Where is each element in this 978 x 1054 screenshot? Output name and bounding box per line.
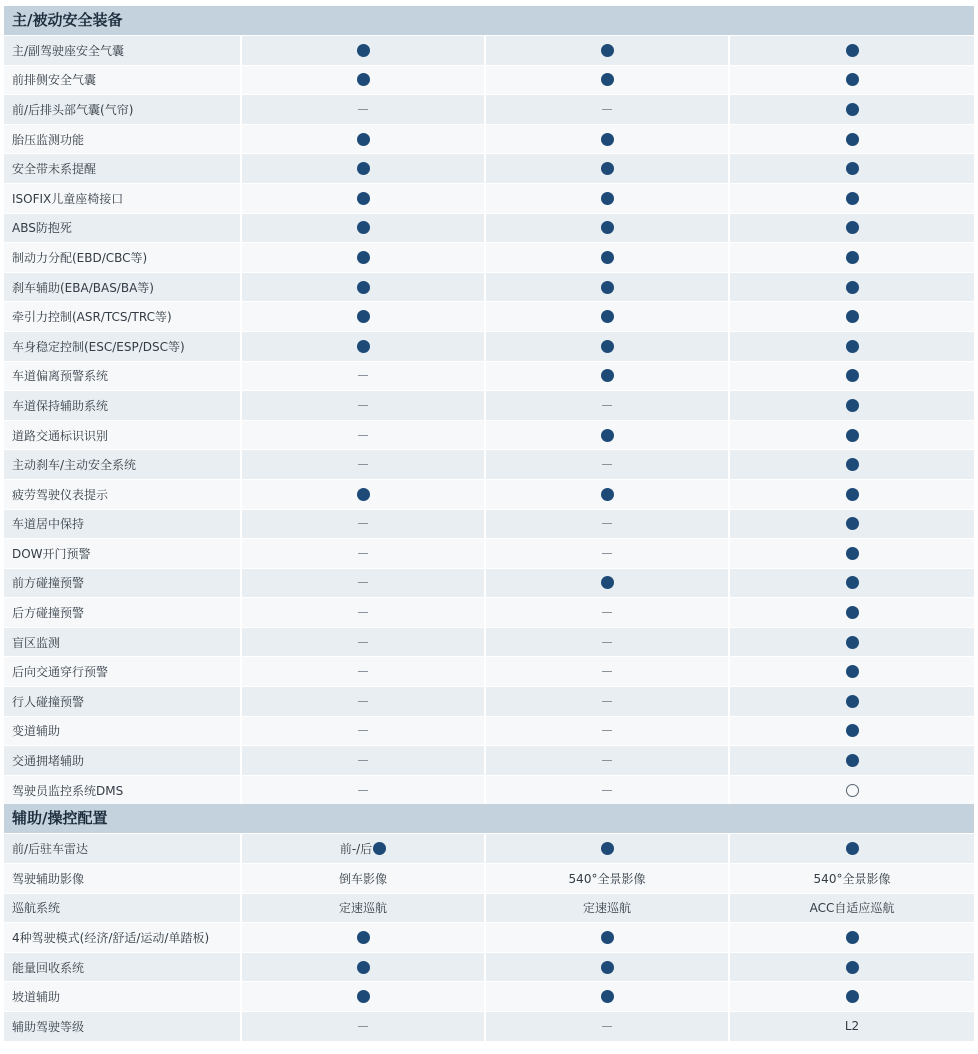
value-cell: [240, 362, 484, 391]
value-cell: [728, 125, 974, 154]
value-cell: [240, 628, 484, 657]
table-row: [4, 213, 974, 243]
table-body: [4, 6, 974, 1041]
not-available-dash-icon: [358, 1026, 368, 1027]
section-header: 辅助/操控配置: [4, 804, 974, 833]
feature-label: 辅助驾驶等级: [4, 1012, 240, 1041]
not-available-dash-icon: [602, 642, 612, 643]
feature-label: 主/副驾驶座安全气囊: [4, 36, 240, 65]
not-available-dash-icon: [602, 701, 612, 702]
not-available-dash-icon: [602, 612, 612, 613]
standard-dot-icon: [357, 310, 370, 323]
value-cell: [728, 480, 974, 509]
feature-label: 牵引力控制(ASR/TCS/TRC等): [4, 302, 240, 331]
value-cell: [484, 302, 728, 331]
value-text: 前-/后: [339, 842, 373, 857]
value-cell: [240, 36, 484, 65]
table-row: [4, 981, 974, 1011]
standard-dot-icon: [601, 162, 614, 175]
value-cell: [484, 569, 728, 598]
value-cell: [728, 569, 974, 598]
value-cell: [240, 391, 484, 420]
value-cell: [484, 154, 728, 183]
feature-label: 巡航系统: [4, 894, 240, 923]
feature-label: 安全带未系提醒: [4, 154, 240, 183]
value-cell: [728, 362, 974, 391]
value-cell: [728, 894, 974, 923]
not-available-dash-icon: [602, 464, 612, 465]
value-cell: [728, 864, 974, 893]
standard-dot-icon: [357, 281, 370, 294]
standard-dot-icon: [846, 281, 859, 294]
not-available-dash-icon: [358, 582, 368, 583]
standard-dot-icon: [846, 133, 859, 146]
not-available-dash-icon: [358, 701, 368, 702]
not-available-dash-icon: [602, 523, 612, 524]
value-cell: [240, 776, 484, 805]
standard-dot-icon: [846, 488, 859, 501]
value-cell: [484, 36, 728, 65]
standard-dot-icon: [601, 429, 614, 442]
table-row: [4, 124, 974, 154]
value-cell: [240, 982, 484, 1011]
value-cell: [484, 834, 728, 863]
standard-dot-icon: [846, 724, 859, 737]
spec-table: [4, 0, 974, 1041]
value-cell: [728, 302, 974, 331]
table-row: [4, 509, 974, 539]
standard-dot-icon: [357, 488, 370, 501]
not-available-dash-icon: [358, 790, 368, 791]
not-available-dash-icon: [602, 730, 612, 731]
feature-label: 前/后排头部气囊(气帘): [4, 95, 240, 124]
value-cell: [240, 66, 484, 95]
value-cell: [240, 273, 484, 302]
feature-label: DOW开门预警: [4, 539, 240, 568]
value-cell: [484, 450, 728, 479]
standard-dot-icon: [846, 842, 859, 855]
value-cell: [240, 1012, 484, 1041]
feature-label: 刹车辅助(EBA/BAS/BA等): [4, 273, 240, 302]
not-available-dash-icon: [358, 375, 368, 376]
value-cell: [728, 66, 974, 95]
standard-dot-icon: [357, 340, 370, 353]
feature-label: 盲区监测: [4, 628, 240, 657]
standard-dot-icon: [846, 665, 859, 678]
value-cell: [484, 539, 728, 568]
value-cell: [728, 391, 974, 420]
feature-label: 前排侧安全气囊: [4, 66, 240, 95]
value-cell: [728, 687, 974, 716]
value-cell: [728, 36, 974, 65]
value-cell: [240, 953, 484, 982]
feature-label: 能量回收系统: [4, 953, 240, 982]
value-cell: [240, 834, 484, 863]
feature-label: 交通拥堵辅助: [4, 746, 240, 775]
not-available-dash-icon: [358, 523, 368, 524]
standard-dot-icon: [601, 44, 614, 57]
standard-dot-icon: [357, 251, 370, 264]
not-available-dash-icon: [358, 760, 368, 761]
value-cell: [728, 450, 974, 479]
value-cell: [484, 184, 728, 213]
value-cell: [240, 746, 484, 775]
standard-dot-icon: [846, 606, 859, 619]
feature-label: 坡道辅助: [4, 982, 240, 1011]
value-cell: [484, 628, 728, 657]
standard-dot-icon: [601, 369, 614, 382]
value-cell: [484, 953, 728, 982]
standard-dot-icon: [846, 310, 859, 323]
value-cell: [484, 746, 728, 775]
table-row: [4, 922, 974, 952]
standard-dot-icon: [846, 340, 859, 353]
value-cell: [240, 687, 484, 716]
value-cell: [240, 923, 484, 952]
table-row: [4, 301, 974, 331]
feature-label: 4种驾驶模式(经济/舒适/运动/单踏板): [4, 923, 240, 952]
standard-dot-icon: [846, 547, 859, 560]
feature-label: 车道保持辅助系统: [4, 391, 240, 420]
value-text: 定速巡航: [582, 901, 631, 916]
value-cell: [484, 125, 728, 154]
feature-label: 道路交通标识识别: [4, 421, 240, 450]
value-text: 倒车影像: [338, 871, 387, 886]
value-text: 540°全景影像: [568, 871, 646, 886]
section-rows: [4, 833, 974, 1040]
not-available-dash-icon: [602, 405, 612, 406]
table-row: [4, 183, 974, 213]
feature-label: 主动刹车/主动安全系统: [4, 450, 240, 479]
standard-dot-icon: [846, 369, 859, 382]
value-cell: [728, 243, 974, 272]
feature-label: 后向交通穿行预警: [4, 657, 240, 686]
not-available-dash-icon: [358, 405, 368, 406]
value-cell: [484, 480, 728, 509]
standard-dot-icon: [846, 399, 859, 412]
value-cell: [240, 717, 484, 746]
value-cell: [728, 923, 974, 952]
value-cell: [484, 421, 728, 450]
value-cell: [240, 657, 484, 686]
value-cell: [484, 923, 728, 952]
table-row: [4, 361, 974, 391]
table-row: [4, 863, 974, 893]
standard-dot-icon: [601, 990, 614, 1003]
value-cell: [240, 864, 484, 893]
value-cell: [484, 214, 728, 243]
value-cell: [240, 894, 484, 923]
table-row: [4, 65, 974, 95]
value-cell: [240, 569, 484, 598]
not-available-dash-icon: [358, 109, 368, 110]
section-rows: [4, 35, 974, 804]
table-row: [4, 331, 974, 361]
standard-dot-icon: [846, 429, 859, 442]
value-cell: [484, 332, 728, 361]
value-cell: [240, 332, 484, 361]
value-cell: [240, 214, 484, 243]
not-available-dash-icon: [358, 671, 368, 672]
value-cell: [484, 894, 728, 923]
standard-dot-icon: [601, 192, 614, 205]
value-cell: [240, 480, 484, 509]
standard-dot-icon: [601, 251, 614, 264]
not-available-dash-icon: [602, 671, 612, 672]
feature-label: 车道偏离预警系统: [4, 362, 240, 391]
standard-dot-icon: [601, 281, 614, 294]
table-row: [4, 538, 974, 568]
value-cell: [484, 243, 728, 272]
table-row: [4, 479, 974, 509]
table-row: [4, 153, 974, 183]
standard-dot-icon: [357, 73, 370, 86]
value-cell: [484, 95, 728, 124]
value-cell: [484, 391, 728, 420]
standard-dot-icon: [357, 931, 370, 944]
value-cell: [484, 273, 728, 302]
value-cell: [484, 717, 728, 746]
value-cell: [240, 598, 484, 627]
value-cell: [728, 776, 974, 805]
value-cell: [728, 982, 974, 1011]
not-available-dash-icon: [602, 1026, 612, 1027]
standard-dot-icon: [846, 695, 859, 708]
value-cell: [240, 450, 484, 479]
value-cell: [728, 214, 974, 243]
standard-dot-icon: [846, 576, 859, 589]
value-cell: [728, 628, 974, 657]
feature-label: 前/后驻车雷达: [4, 834, 240, 863]
table-row: [4, 952, 974, 982]
value-with-dot: [340, 840, 386, 857]
value-cell: [240, 510, 484, 539]
standard-dot-icon: [357, 162, 370, 175]
feature-label: 车道居中保持: [4, 510, 240, 539]
value-cell: [484, 982, 728, 1011]
standard-dot-icon: [601, 488, 614, 501]
value-cell: [484, 776, 728, 805]
value-cell: [728, 1012, 974, 1041]
value-cell: [728, 510, 974, 539]
value-cell: [728, 273, 974, 302]
standard-dot-icon: [357, 192, 370, 205]
feature-label: 变道辅助: [4, 717, 240, 746]
value-cell: [240, 184, 484, 213]
table-row: [4, 272, 974, 302]
optional-circle-icon: [846, 784, 859, 797]
not-available-dash-icon: [358, 642, 368, 643]
value-cell: [728, 953, 974, 982]
standard-dot-icon: [601, 340, 614, 353]
feature-label: 制动力分配(EBD/CBC等): [4, 243, 240, 272]
table-row: [4, 627, 974, 657]
standard-dot-icon: [846, 192, 859, 205]
value-cell: [240, 154, 484, 183]
standard-dot-icon: [601, 931, 614, 944]
standard-dot-icon: [846, 44, 859, 57]
value-cell: [728, 332, 974, 361]
standard-dot-icon: [357, 44, 370, 57]
value-cell: [728, 95, 974, 124]
standard-dot-icon: [601, 310, 614, 323]
standard-dot-icon: [357, 221, 370, 234]
standard-dot-icon: [601, 133, 614, 146]
table-row: [4, 449, 974, 479]
table-row: [4, 656, 974, 686]
table-row: [4, 1011, 974, 1041]
standard-dot-icon: [846, 636, 859, 649]
feature-label: ISOFIX儿童座椅接口: [4, 184, 240, 213]
feature-label: 疲劳驾驶仪表提示: [4, 480, 240, 509]
value-cell: [728, 746, 974, 775]
value-text: L2: [844, 1019, 860, 1034]
value-cell: [484, 864, 728, 893]
table-row: [4, 775, 974, 805]
table-row: [4, 716, 974, 746]
value-cell: [728, 834, 974, 863]
standard-dot-icon: [846, 221, 859, 234]
value-text: 540°全景影像: [813, 871, 891, 886]
value-cell: [484, 1012, 728, 1041]
standard-dot-icon: [601, 73, 614, 86]
value-cell: [484, 362, 728, 391]
value-text: ACC自适应巡航: [809, 901, 895, 916]
standard-dot-icon: [601, 842, 614, 855]
value-cell: [728, 598, 974, 627]
table-row: [4, 35, 974, 65]
value-cell: [240, 125, 484, 154]
value-cell: [484, 687, 728, 716]
value-cell: [240, 302, 484, 331]
value-text: 定速巡航: [338, 901, 387, 916]
table-row: [4, 597, 974, 627]
standard-dot-icon: [846, 458, 859, 471]
not-available-dash-icon: [358, 464, 368, 465]
standard-dot-icon: [846, 103, 859, 116]
value-cell: [728, 184, 974, 213]
value-cell: [484, 66, 728, 95]
standard-dot-icon: [846, 251, 859, 264]
standard-dot-icon: [357, 990, 370, 1003]
standard-dot-icon: [601, 961, 614, 974]
standard-dot-icon: [357, 133, 370, 146]
value-cell: [484, 657, 728, 686]
value-cell: [240, 95, 484, 124]
not-available-dash-icon: [358, 612, 368, 613]
not-available-dash-icon: [358, 553, 368, 554]
standard-dot-icon: [846, 73, 859, 86]
feature-label: 后方碰撞预警: [4, 598, 240, 627]
table-row: [4, 568, 974, 598]
standard-dot-icon: [846, 961, 859, 974]
table-row: [4, 390, 974, 420]
section-header: 主/被动安全装备: [4, 6, 974, 35]
value-cell: [484, 598, 728, 627]
table-row: [4, 833, 974, 863]
value-cell: [240, 539, 484, 568]
standard-dot-icon: [846, 990, 859, 1003]
table-row: [4, 893, 974, 923]
feature-label: ABS防抱死: [4, 214, 240, 243]
feature-label: 胎压监测功能: [4, 125, 240, 154]
standard-dot-icon: [846, 931, 859, 944]
table-row: [4, 745, 974, 775]
table-row: [4, 94, 974, 124]
feature-label: 车身稳定控制(ESC/ESP/DSC等): [4, 332, 240, 361]
value-cell: [484, 510, 728, 539]
standard-dot-icon: [373, 842, 386, 855]
table-row: [4, 242, 974, 272]
feature-label: 驾驶辅助影像: [4, 864, 240, 893]
not-available-dash-icon: [602, 790, 612, 791]
not-available-dash-icon: [358, 435, 368, 436]
standard-dot-icon: [357, 961, 370, 974]
not-available-dash-icon: [602, 553, 612, 554]
value-cell: [728, 657, 974, 686]
value-cell: [728, 421, 974, 450]
standard-dot-icon: [601, 221, 614, 234]
not-available-dash-icon: [602, 760, 612, 761]
table-row: [4, 686, 974, 716]
standard-dot-icon: [846, 754, 859, 767]
value-cell: [240, 243, 484, 272]
not-available-dash-icon: [358, 730, 368, 731]
not-available-dash-icon: [602, 109, 612, 110]
value-cell: [728, 717, 974, 746]
standard-dot-icon: [846, 162, 859, 175]
feature-label: 前方碰撞预警: [4, 569, 240, 598]
standard-dot-icon: [601, 576, 614, 589]
feature-label: 驾驶员监控系统DMS: [4, 776, 240, 805]
value-cell: [728, 539, 974, 568]
value-cell: [240, 421, 484, 450]
table-row: [4, 420, 974, 450]
feature-label: 行人碰撞预警: [4, 687, 240, 716]
value-cell: [728, 154, 974, 183]
standard-dot-icon: [846, 517, 859, 530]
